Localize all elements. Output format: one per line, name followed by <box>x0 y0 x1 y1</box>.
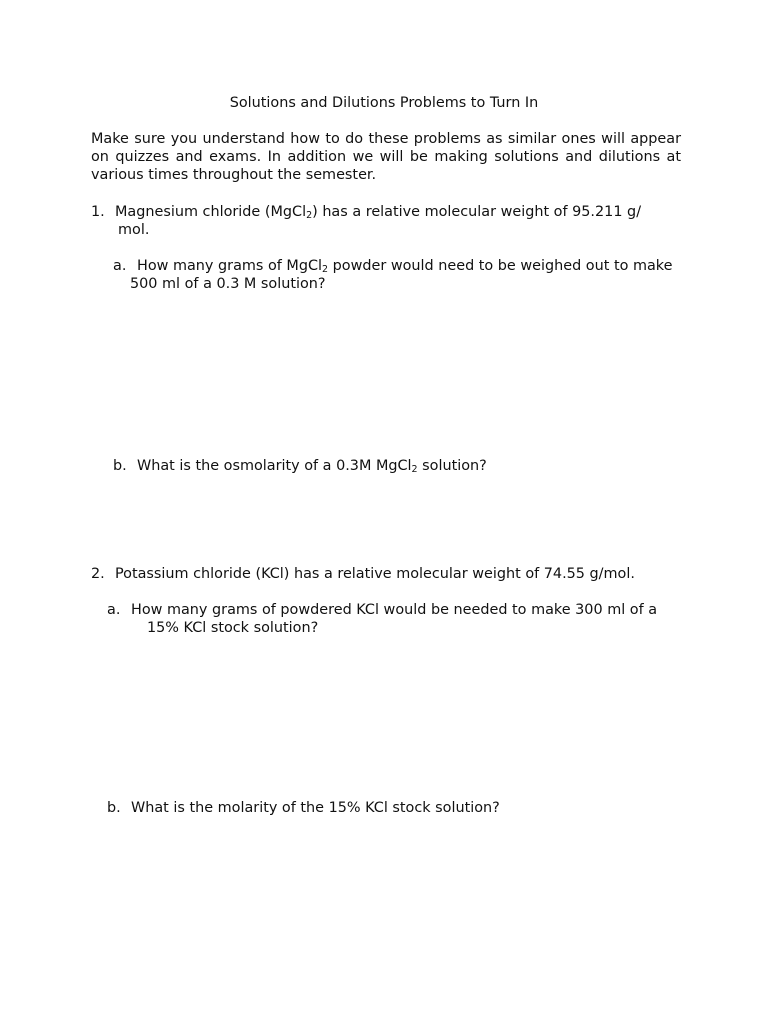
question-1a-continuation: 500 ml of a 0.3 M solution? <box>130 276 326 292</box>
question-2a-continuation: 15% KCl stock solution? <box>147 620 319 636</box>
intro-paragraph <box>91 130 681 184</box>
q1b-text-b: solution? <box>417 458 487 474</box>
q1-subscript: 2 <box>306 210 313 221</box>
q1a-text-a: How many grams of MgCl <box>137 258 323 274</box>
q1b-text-a: What is the osmolarity of a 0.3M MgCl <box>137 458 412 474</box>
question-1-continuation: mol. <box>118 222 150 238</box>
question-2b-text: What is the molarity of the 15% KCl stock solution? <box>131 800 500 816</box>
question-1a-letter: a. <box>113 258 127 274</box>
question-1b-letter: b. <box>113 458 127 474</box>
q1-text-a: Magnesium chloride (MgCl <box>115 204 307 220</box>
page-title: Solutions and Dilutions Problems to Turn In <box>229 95 539 111</box>
question-2a-letter: a. <box>107 602 121 618</box>
intro-line-1: Make sure you understand how to do these problems as similar ones will appear <box>91 131 681 147</box>
q1b-subscript: 2 <box>411 464 418 475</box>
question-2-number: 2. <box>91 566 105 582</box>
intro-line-3: various times throughout the semester. <box>91 167 377 183</box>
question-1-text <box>115 203 641 221</box>
question-2-text: Potassium chloride (KCl) has a relative molecular weight of 74.55 g/mol. <box>115 566 635 582</box>
q1a-text-b: powder would need to be weighed out to make <box>328 258 673 274</box>
intro-line-2: on quizzes and exams. In addition we will be making solutions and dilutions at <box>91 149 681 165</box>
q1a-subscript: 2 <box>322 264 329 275</box>
question-1-number: 1. <box>91 204 105 220</box>
question-2b-letter: b. <box>107 800 121 816</box>
q1-text-b: ) has a relative molecular weight of 95.211 g/ <box>312 204 642 220</box>
question-2a-text: How many grams of powdered KCl would be needed to make 300 ml of a <box>131 602 658 618</box>
question-1b-text <box>137 457 487 475</box>
question-1a-text <box>137 257 672 275</box>
